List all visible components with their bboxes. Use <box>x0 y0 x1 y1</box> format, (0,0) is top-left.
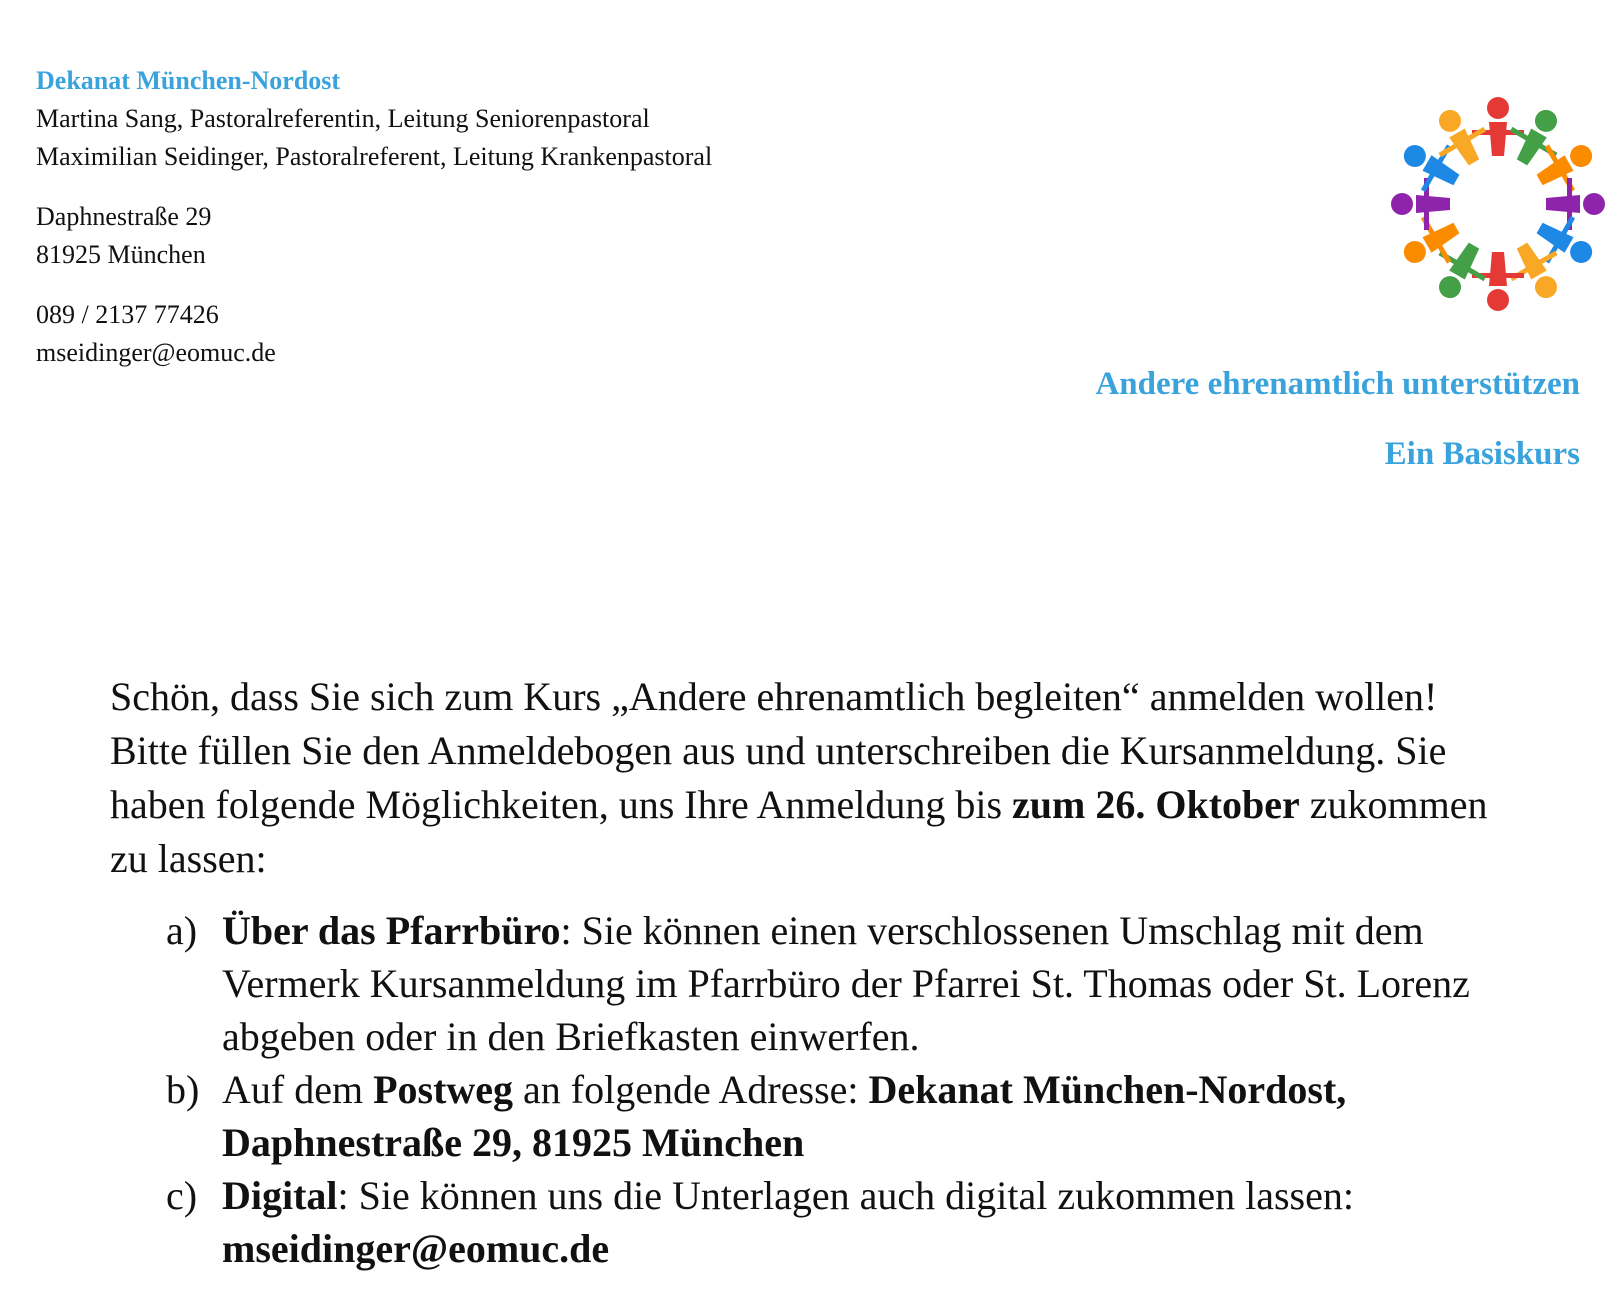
people-circle-icon <box>1388 88 1608 320</box>
contact-person-1: Martina Sang, Pastoralreferentin, Leitung Seniorenpastoral <box>36 104 650 133</box>
option-title: Digital <box>222 1173 338 1218</box>
address-street: Daphnestraße 29 <box>36 202 212 231</box>
postal-address: Dekanat München-Nordost, Daphnestraße 29, 81925 München <box>222 1067 1347 1165</box>
intro-text-2: zukommen zu lassen: <box>110 782 1488 881</box>
intro-text-1: Schön, dass Sie sich zum Kurs „Andere ehrenamtlich begleiten“ anmelden wollen! Bitte füllen Sie den Anmeldebogen aus und unterschreiben die Kursanmeldung. Sie haben folgende Möglichkeiten, uns Ihre Anmeldung bis <box>110 674 1447 827</box>
option-parish-office <box>166 904 1526 1063</box>
option-post <box>166 1063 1526 1169</box>
option-label: c) <box>166 1173 198 1218</box>
email-link: mseidinger@eomuc.de <box>222 1226 610 1271</box>
phone-number: 089 / 2137 77426 <box>36 300 219 329</box>
organization-name: Dekanat München-Nordost <box>36 66 341 95</box>
intro-paragraph <box>110 670 1510 886</box>
option-text: an folgende Adresse: <box>513 1067 869 1112</box>
email-address: mseidinger@eomuc.de <box>36 338 276 367</box>
registration-deadline: zum 26. Oktober <box>1012 782 1300 827</box>
option-label: a) <box>166 908 198 953</box>
option-text: Auf dem <box>222 1067 374 1112</box>
contact-person-2: Maximilian Seidinger, Pastoralreferent, Leitung Krankenpastoral <box>36 142 713 171</box>
course-subtitle: Ein Basiskurs <box>1384 436 1580 472</box>
option-label: b) <box>166 1067 200 1112</box>
option-title: Postweg <box>373 1067 514 1112</box>
option-text: : Sie können einen verschlossenen Umschlag mit dem Vermerk Kursanmeldung im Pfarrbüro der Pfarrei St. Thomas oder St. Lorenz abgeben oder in den Briefkasten einwerfen. <box>222 908 1470 1059</box>
submission-options <box>166 904 1526 1275</box>
address-city: 81925 München <box>36 240 206 269</box>
option-title: Über das Pfarrbüro <box>222 908 561 953</box>
letterhead <box>36 62 936 372</box>
option-text: : Sie können uns die Unterlagen auch digital zukommen lassen: <box>337 1173 1354 1218</box>
option-digital <box>166 1169 1526 1275</box>
course-title: Andere ehrenamtlich unterstützen <box>1095 366 1580 402</box>
